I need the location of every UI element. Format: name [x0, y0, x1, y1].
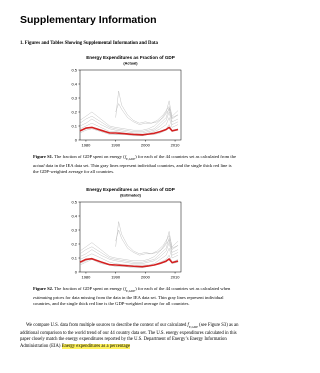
y-tick-label: 0.3	[71, 95, 77, 101]
y-tick-label: 0.1	[71, 123, 77, 129]
country-line	[80, 101, 178, 130]
chart-title: Energy Expenditures as Fraction of GDP	[86, 55, 175, 60]
weighted-average-line	[80, 127, 178, 134]
country-line	[116, 104, 178, 125]
section-heading: 1. Figures and Tables Showing Supplemental Information and Data	[20, 41, 158, 46]
caption-label: Figure S1.	[33, 154, 54, 159]
x-tick-label: 2000	[140, 142, 150, 148]
figure-s2-caption: Figure S2. The fraction of GDP spent on energy $(f_{E,GDP})$ for each of the 44 countries set as calculated when estimating prices for data missing from the data in the IEA data set. Thin gray lines represent individual countries, and the single thick red line is the GDP-weighted average for all countries.	[33, 286, 231, 307]
x-tick-label: 1980	[81, 142, 91, 148]
y-tick-label: 0.5	[71, 199, 77, 205]
chart-subtitle: (Actual)	[123, 61, 138, 66]
y-tick-label: 0	[74, 269, 77, 275]
weighted-average-line	[80, 259, 178, 267]
country-line	[80, 231, 178, 260]
figure-s1	[0, 50, 264, 154]
caption-label: Figure S2.	[33, 286, 54, 291]
figure-s1-caption: Figure S1. The fraction of GDP spent on energy $(f_{E,GDP})$ for each of the 44 countries set as calculated from the actual data in the IEA data set. Thin gray lines represent individual countries, and the single thick red line is the GDP-weighted average for all countries.	[33, 154, 237, 175]
x-tick-label: 1990	[111, 142, 121, 148]
page-title: Supplementary Information	[20, 14, 157, 26]
y-tick-label: 0.1	[71, 255, 77, 261]
x-tick-label: 2000	[140, 274, 150, 280]
y-tick-label: 0.2	[71, 109, 77, 115]
y-tick-label: 0	[74, 137, 77, 143]
figure-s1-chart	[0, 50, 264, 154]
y-tick-label: 0.5	[71, 67, 77, 73]
x-tick-label: 1990	[111, 274, 121, 280]
x-tick-label: 2010	[170, 142, 180, 148]
y-tick-label: 0.4	[71, 81, 77, 87]
y-tick-label: 0.2	[71, 241, 77, 247]
body-paragraph: We compare U.S. data from multiple sources to describe the context of our calculated $f_{E,GDP}$ (see Figure S3) as an additional comparison to the world trend of our 44 country data set. The U.S. energy expenditures calculated in this paper closely match the energy expenditures reported by the U.S. Department of Energy’s Energy Information Administration (EIA) Energy expenditures as a percentage	[20, 323, 239, 350]
country-line	[116, 230, 178, 255]
figure-s2	[0, 182, 264, 286]
x-tick-label: 2010	[170, 274, 180, 280]
chart-subtitle: (Estimated)	[120, 193, 141, 198]
highlighted-text: Energy expenditures as a percentage	[61, 344, 131, 350]
y-tick-label: 0.4	[71, 213, 77, 219]
figure-s2-chart	[0, 182, 264, 286]
y-tick-label: 0.3	[71, 227, 77, 233]
chart-title: Energy Expenditures as Fraction of GDP	[86, 187, 175, 192]
x-tick-label: 1980	[81, 274, 91, 280]
country-line	[80, 238, 178, 262]
